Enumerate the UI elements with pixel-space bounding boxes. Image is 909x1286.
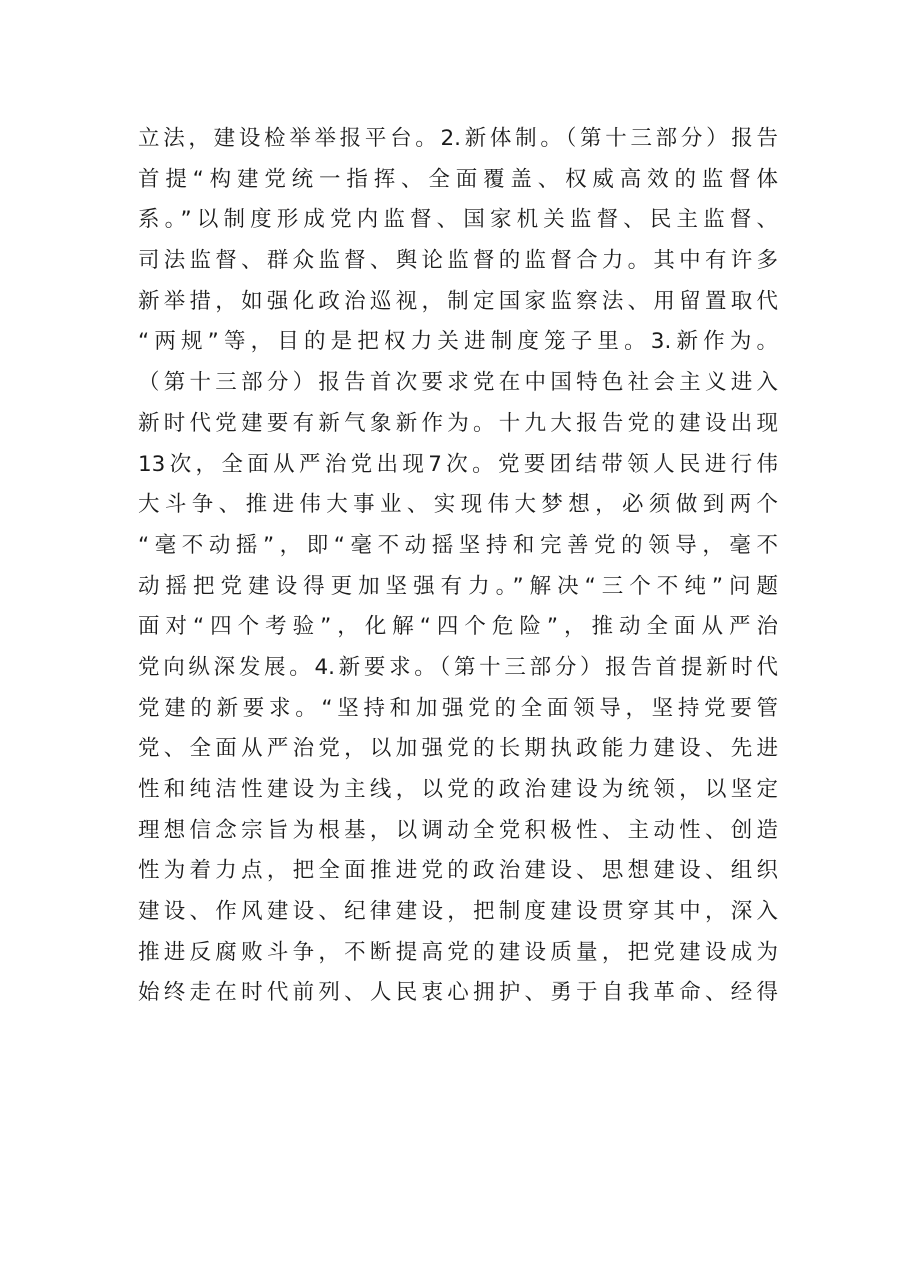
text-line: 性和纯洁性建设为主线，以党的政治建设为统领，以坚定 — [138, 777, 778, 802]
text-line: 始终走在时代前列、人民衷心拥护、勇于自我革命、经得 — [138, 980, 778, 1006]
text-line: 性为着力点，把全面推进党的政治建设、思想建设、组织 — [138, 858, 778, 884]
text-line: 动摇把党建设得更加坚强有力。”解决“三个不纯”问题 — [138, 573, 778, 599]
text-line: “毫不动摇”，即“毫不动摇坚持和完善党的领导，毫不 — [138, 532, 778, 558]
text-line: 大斗争、推进伟大事业、实现伟大梦想，必须做到两个 — [138, 492, 778, 518]
text-line: 13次，全面从严治党出现7次。党要团结带领人民进行伟 — [138, 451, 778, 477]
text-line: 新举措，如强化政治巡视，制定国家监察法、用留置取代 — [138, 288, 778, 314]
body-text — [138, 119, 778, 1014]
text-line: 党向纵深发展。4.新要求。（第十三部分）报告首提新时代 — [138, 654, 778, 680]
text-line: 立法，建设检举举报平台。2.新体制。（第十三部分）报告 — [138, 126, 778, 151]
text-line: 司法监督、群众监督、舆论监督的监督合力。其中有许多 — [138, 248, 778, 274]
text-line: 首提“构建党统一指挥、全面覆盖、权威高效的监督体 — [138, 166, 778, 192]
text-line: 建设、作风建设、纪律建设，把制度建设贯穿其中，深入 — [138, 899, 778, 925]
text-line: （第十三部分）报告首次要求党在中国特色社会主义进入 — [138, 370, 778, 396]
text-line: “两规”等，目的是把权力关进制度笼子里。3.新作为。 — [138, 329, 778, 355]
text-line: 面对“四个考验”，化解“四个危险”，推动全面从严治 — [138, 614, 778, 640]
text-line: 党建的新要求。“坚持和加强党的全面领导，坚持党要管 — [138, 695, 778, 721]
text-line: 党、全面从严治党，以加强党的长期执政能力建设、先进 — [138, 736, 778, 762]
text-line: 新时代党建要有新气象新作为。十九大报告党的建设出现 — [138, 410, 778, 436]
text-line: 理想信念宗旨为根基，以调动全党积极性、主动性、创造 — [138, 817, 778, 843]
text-line: 系。”以制度形成党内监督、国家机关监督、民主监督、 — [138, 207, 778, 233]
text-line: 推进反腐败斗争，不断提高党的建设质量，把党建设成为 — [138, 939, 778, 965]
